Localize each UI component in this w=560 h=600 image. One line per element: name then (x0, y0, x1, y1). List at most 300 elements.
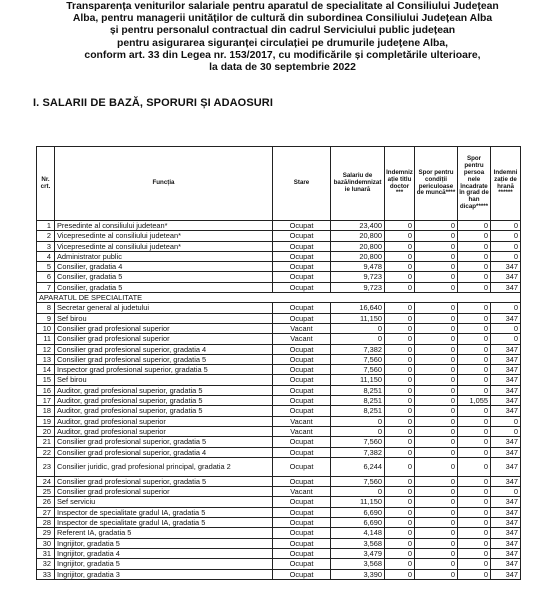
cell-handicap: 0 (458, 538, 491, 548)
cell-stare: Vacant (273, 416, 331, 426)
cell-nr: 4 (37, 251, 55, 261)
table-row (37, 548, 521, 558)
cell-nr: 9 (37, 313, 55, 323)
cell-doctor: 0 (385, 507, 415, 517)
cell-stare: Ocupat (273, 559, 331, 569)
cell-hrana: 347 (491, 507, 521, 517)
table-row (37, 406, 521, 416)
cell-salariu: 6,690 (331, 518, 385, 528)
cell-handicap: 0 (458, 375, 491, 385)
cell-doctor: 0 (385, 528, 415, 538)
cell-doctor: 0 (385, 538, 415, 548)
cell-hrana: 347 (491, 528, 521, 538)
cell-functia: Administrator public (55, 251, 273, 261)
cell-handicap: 0 (458, 476, 491, 486)
cell-handicap: 0 (458, 507, 491, 517)
cell-conditii: 0 (415, 476, 458, 486)
cell-hrana: 0 (491, 303, 521, 313)
cell-conditii: 0 (415, 375, 458, 385)
table-row (37, 241, 521, 251)
cell-salariu: 0 (331, 334, 385, 344)
cell-stare: Ocupat (273, 447, 331, 457)
cell-hrana: 347 (491, 375, 521, 385)
cell-nr: 18 (37, 406, 55, 416)
cell-conditii: 0 (415, 323, 458, 333)
cell-nr: 23 (37, 457, 55, 476)
cell-doctor: 0 (385, 559, 415, 569)
cell-stare: Ocupat (273, 344, 331, 354)
cell-conditii: 0 (415, 437, 458, 447)
cell-stare: Ocupat (273, 497, 331, 507)
header-nr: Nr. crt. (37, 147, 55, 221)
cell-functia: Consilier grad profesional superior, gradatia 5 (55, 437, 273, 447)
cell-functia: Presedinte al consiliului judetean* (55, 221, 273, 231)
table-row (37, 282, 521, 292)
cell-hrana: 347 (491, 476, 521, 486)
cell-conditii: 0 (415, 385, 458, 395)
cell-nr: 24 (37, 476, 55, 486)
cell-doctor: 0 (385, 313, 415, 323)
table-row (37, 396, 521, 406)
cell-doctor: 0 (385, 396, 415, 406)
cell-conditii: 0 (415, 313, 458, 323)
cell-functia: Sef serviciu (55, 497, 273, 507)
cell-functia: Consilier, gradatia 4 (55, 262, 273, 272)
cell-stare: Ocupat (273, 538, 331, 548)
cell-functia: Consilier grad profesional superior, gradatia 4 (55, 447, 273, 457)
cell-salariu: 11,150 (331, 313, 385, 323)
cell-handicap: 0 (458, 303, 491, 313)
section-title: I. SALARII DE BAZĂ, SPORURI ȘI ADAOSURI (33, 97, 274, 109)
cell-functia: Auditor, grad profesional superior (55, 416, 273, 426)
cell-conditii: 0 (415, 251, 458, 261)
cell-stare: Ocupat (273, 241, 331, 251)
cell-handicap: 0 (458, 313, 491, 323)
table-row (37, 354, 521, 364)
cell-nr: 29 (37, 528, 55, 538)
cell-salariu: 9,723 (331, 272, 385, 282)
cell-handicap: 1,055 (458, 396, 491, 406)
table-row (37, 385, 521, 395)
cell-doctor: 0 (385, 231, 415, 241)
cell-functia: Consilier grad profesional superior, gradatia 5 (55, 354, 273, 364)
header-indemnizatie-hrana: Indemni zație de hrană ****** (491, 147, 521, 221)
cell-hrana: 347 (491, 406, 521, 416)
cell-handicap: 0 (458, 457, 491, 476)
table-row (37, 476, 521, 486)
cell-functia: Ingrijitor, gradatia 4 (55, 548, 273, 558)
cell-functia: Consilier, gradatia 5 (55, 272, 273, 282)
cell-nr: 27 (37, 507, 55, 517)
cell-conditii: 0 (415, 303, 458, 313)
title-line: și pentru personalul contractual din cadrul Serviciului public județean (109, 25, 456, 37)
cell-hrana: 347 (491, 396, 521, 406)
cell-conditii: 0 (415, 231, 458, 241)
cell-stare: Ocupat (273, 303, 331, 313)
cell-nr: 8 (37, 303, 55, 313)
cell-stare: Ocupat (273, 272, 331, 282)
cell-salariu: 8,251 (331, 385, 385, 395)
cell-nr: 21 (37, 437, 55, 447)
cell-nr: 10 (37, 323, 55, 333)
cell-conditii: 0 (415, 221, 458, 231)
cell-stare: Ocupat (273, 437, 331, 447)
header-functia: Funcția (55, 147, 273, 221)
cell-stare: Ocupat (273, 231, 331, 241)
cell-doctor: 0 (385, 548, 415, 558)
cell-handicap: 0 (458, 365, 491, 375)
title-line: Transparența veniturilor salariale pentru aparatul de specialitate al Consiliului Județean (66, 1, 499, 12)
cell-salariu: 6,690 (331, 507, 385, 517)
cell-handicap: 0 (458, 334, 491, 344)
section-label: APARATUL DE SPECIALITATE (37, 293, 521, 303)
cell-stare: Vacant (273, 334, 331, 344)
cell-functia: Auditor, grad profesional superior, gradatia 5 (55, 396, 273, 406)
cell-doctor: 0 (385, 241, 415, 251)
cell-doctor: 0 (385, 569, 415, 579)
cell-nr: 25 (37, 487, 55, 497)
header-stare: Stare (273, 147, 331, 221)
table-row (37, 313, 521, 323)
cell-handicap: 0 (458, 518, 491, 528)
cell-conditii: 0 (415, 406, 458, 416)
cell-functia: Consilier juridic, grad profesional principal, gradatia 2 (55, 457, 273, 476)
table-row (37, 569, 521, 579)
cell-functia: Ingrijitor, gradatia 3 (55, 569, 273, 579)
cell-stare: Ocupat (273, 457, 331, 476)
cell-nr: 13 (37, 354, 55, 364)
cell-conditii: 0 (415, 559, 458, 569)
cell-doctor: 0 (385, 487, 415, 497)
cell-salariu: 8,251 (331, 406, 385, 416)
cell-doctor: 0 (385, 426, 415, 436)
table-row (37, 447, 521, 457)
cell-nr: 31 (37, 548, 55, 558)
cell-functia: Auditor, grad profesional superior, gradatia 5 (55, 385, 273, 395)
cell-doctor: 0 (385, 251, 415, 261)
cell-salariu: 8,251 (331, 396, 385, 406)
table-row (37, 497, 521, 507)
cell-doctor: 0 (385, 303, 415, 313)
cell-stare: Vacant (273, 487, 331, 497)
cell-conditii: 0 (415, 548, 458, 558)
table-row (37, 323, 521, 333)
cell-hrana: 347 (491, 497, 521, 507)
table-row (37, 334, 521, 344)
cell-salariu: 3,568 (331, 559, 385, 569)
cell-nr: 19 (37, 416, 55, 426)
cell-functia: Consilier grad profesional superior, gradatia 5 (55, 476, 273, 486)
cell-nr: 33 (37, 569, 55, 579)
cell-nr: 7 (37, 282, 55, 292)
table-row (37, 426, 521, 436)
cell-hrana: 347 (491, 385, 521, 395)
table-row (37, 559, 521, 569)
table-row (37, 231, 521, 241)
cell-stare: Vacant (273, 323, 331, 333)
cell-conditii: 0 (415, 447, 458, 457)
title-line: pentru asigurarea siguranței circulației pe drumurile județene Alba, (116, 37, 449, 49)
table-row (37, 251, 521, 261)
cell-conditii: 0 (415, 507, 458, 517)
table-header-row (37, 147, 521, 221)
cell-salariu: 0 (331, 323, 385, 333)
cell-functia: Inspector de specialitate gradul IA, gradatia 5 (55, 518, 273, 528)
cell-nr: 20 (37, 426, 55, 436)
cell-doctor: 0 (385, 447, 415, 457)
cell-nr: 6 (37, 272, 55, 282)
cell-nr: 5 (37, 262, 55, 272)
cell-conditii: 0 (415, 354, 458, 364)
cell-conditii: 0 (415, 344, 458, 354)
cell-functia: Vicepresedinte al consiliului judetean* (55, 231, 273, 241)
cell-doctor: 0 (385, 416, 415, 426)
cell-handicap: 0 (458, 447, 491, 457)
cell-stare: Vacant (273, 426, 331, 436)
cell-handicap: 0 (458, 282, 491, 292)
cell-handicap: 0 (458, 241, 491, 251)
cell-stare: Ocupat (273, 375, 331, 385)
cell-functia: Auditor, grad profesional superior, gradatia 5 (55, 406, 273, 416)
cell-salariu: 20,800 (331, 231, 385, 241)
cell-handicap: 0 (458, 487, 491, 497)
table-row (37, 416, 521, 426)
cell-stare: Ocupat (273, 476, 331, 486)
cell-nr: 12 (37, 344, 55, 354)
cell-salariu: 7,560 (331, 437, 385, 447)
table-row (37, 437, 521, 447)
cell-salariu: 3,479 (331, 548, 385, 558)
cell-hrana: 347 (491, 313, 521, 323)
cell-handicap: 0 (458, 272, 491, 282)
cell-doctor: 0 (385, 375, 415, 385)
cell-conditii: 0 (415, 538, 458, 548)
cell-conditii: 0 (415, 497, 458, 507)
title-line: la data de 30 septembrie 2022 (209, 62, 356, 74)
cell-salariu: 11,150 (331, 497, 385, 507)
cell-hrana: 347 (491, 272, 521, 282)
cell-stare: Ocupat (273, 282, 331, 292)
cell-nr: 11 (37, 334, 55, 344)
cell-stare: Ocupat (273, 365, 331, 375)
table-row (37, 538, 521, 548)
cell-conditii: 0 (415, 334, 458, 344)
cell-handicap: 0 (458, 251, 491, 261)
cell-doctor: 0 (385, 457, 415, 476)
cell-handicap: 0 (458, 426, 491, 436)
cell-nr: 32 (37, 559, 55, 569)
table-row (37, 375, 521, 385)
cell-salariu: 11,150 (331, 375, 385, 385)
cell-functia: Consilier grad profesional superior, gradatia 4 (55, 344, 273, 354)
cell-stare: Ocupat (273, 385, 331, 395)
cell-conditii: 0 (415, 282, 458, 292)
cell-doctor: 0 (385, 406, 415, 416)
cell-functia: Inspector grad profesional superior, gradatia 5 (55, 365, 273, 375)
cell-conditii: 0 (415, 241, 458, 251)
cell-hrana: 347 (491, 354, 521, 364)
cell-functia: Ingrijitor, gradatia 5 (55, 538, 273, 548)
cell-doctor: 0 (385, 476, 415, 486)
cell-nr: 17 (37, 396, 55, 406)
cell-conditii: 0 (415, 457, 458, 476)
cell-salariu: 7,560 (331, 354, 385, 364)
cell-stare: Ocupat (273, 406, 331, 416)
cell-doctor: 0 (385, 282, 415, 292)
cell-hrana: 0 (491, 426, 521, 436)
cell-salariu: 0 (331, 416, 385, 426)
cell-handicap: 0 (458, 354, 491, 364)
cell-stare: Ocupat (273, 528, 331, 538)
cell-hrana: 347 (491, 569, 521, 579)
cell-doctor: 0 (385, 365, 415, 375)
cell-hrana: 347 (491, 365, 521, 375)
cell-stare: Ocupat (273, 518, 331, 528)
table-row (37, 262, 521, 272)
cell-handicap: 0 (458, 323, 491, 333)
cell-salariu: 6,244 (331, 457, 385, 476)
cell-conditii: 0 (415, 518, 458, 528)
cell-nr: 22 (37, 447, 55, 457)
cell-salariu: 3,568 (331, 538, 385, 548)
cell-salariu: 20,800 (331, 251, 385, 261)
table-row (37, 221, 521, 231)
cell-stare: Ocupat (273, 569, 331, 579)
cell-stare: Ocupat (273, 507, 331, 517)
cell-nr: 16 (37, 385, 55, 395)
cell-functia: Secretar general al judetului (55, 303, 273, 313)
section-row (37, 293, 521, 303)
cell-functia: Consilier grad profesional superior (55, 323, 273, 333)
cell-handicap: 0 (458, 406, 491, 416)
cell-handicap: 0 (458, 497, 491, 507)
document-title (20, 1, 545, 74)
cell-nr: 26 (37, 497, 55, 507)
table-row (37, 344, 521, 354)
table-row (37, 272, 521, 282)
cell-salariu: 0 (331, 487, 385, 497)
cell-salariu: 23,400 (331, 221, 385, 231)
cell-doctor: 0 (385, 385, 415, 395)
cell-salariu: 7,382 (331, 344, 385, 354)
cell-functia: Auditor, grad profesional superior (55, 426, 273, 436)
cell-stare: Ocupat (273, 548, 331, 558)
cell-doctor: 0 (385, 334, 415, 344)
cell-nr: 14 (37, 365, 55, 375)
cell-salariu: 7,382 (331, 447, 385, 457)
cell-nr: 3 (37, 241, 55, 251)
cell-conditii: 0 (415, 365, 458, 375)
cell-handicap: 0 (458, 416, 491, 426)
cell-stare: Ocupat (273, 313, 331, 323)
cell-handicap: 0 (458, 221, 491, 231)
cell-functia: Consilier grad profesional superior (55, 487, 273, 497)
cell-conditii: 0 (415, 528, 458, 538)
cell-conditii: 0 (415, 416, 458, 426)
cell-salariu: 4,148 (331, 528, 385, 538)
cell-hrana: 347 (491, 518, 521, 528)
cell-doctor: 0 (385, 221, 415, 231)
header-spor-handicap: Spor pentru persoa nele încadrate în grad de han dicap***** (458, 147, 491, 221)
cell-hrana: 0 (491, 487, 521, 497)
cell-hrana: 347 (491, 559, 521, 569)
cell-functia: Sef birou (55, 313, 273, 323)
cell-handicap: 0 (458, 344, 491, 354)
cell-conditii: 0 (415, 262, 458, 272)
cell-hrana: 0 (491, 241, 521, 251)
cell-salariu: 16,640 (331, 303, 385, 313)
cell-functia: Inspector de specialitate gradul IA, gradatia 5 (55, 507, 273, 517)
cell-doctor: 0 (385, 344, 415, 354)
cell-doctor: 0 (385, 262, 415, 272)
cell-conditii: 0 (415, 569, 458, 579)
cell-stare: Ocupat (273, 251, 331, 261)
cell-doctor: 0 (385, 354, 415, 364)
cell-handicap: 0 (458, 569, 491, 579)
header-salariu: Salariu de bază/indemnizat ie lunară (331, 147, 385, 221)
cell-doctor: 0 (385, 437, 415, 447)
cell-doctor: 0 (385, 272, 415, 282)
header-spor-conditii: Spor pentru condiții periculoase de muncă**** (415, 147, 458, 221)
cell-hrana: 347 (491, 548, 521, 558)
cell-salariu: 7,560 (331, 476, 385, 486)
cell-salariu: 7,560 (331, 365, 385, 375)
cell-nr: 30 (37, 538, 55, 548)
cell-functia: Consilier, gradatia 5 (55, 282, 273, 292)
table-row (37, 457, 521, 476)
cell-handicap: 0 (458, 559, 491, 569)
cell-hrana: 347 (491, 538, 521, 548)
cell-conditii: 0 (415, 487, 458, 497)
cell-nr: 2 (37, 231, 55, 241)
cell-conditii: 0 (415, 396, 458, 406)
cell-salariu: 0 (331, 426, 385, 436)
header-indemnizatie-doctor: Indemniz ație titlu doctor *** (385, 147, 415, 221)
cell-hrana: 0 (491, 416, 521, 426)
cell-stare: Ocupat (273, 221, 331, 231)
cell-nr: 15 (37, 375, 55, 385)
cell-handicap: 0 (458, 548, 491, 558)
cell-salariu: 9,478 (331, 262, 385, 272)
cell-salariu: 9,723 (331, 282, 385, 292)
table-row (37, 303, 521, 313)
cell-doctor: 0 (385, 323, 415, 333)
cell-nr: 1 (37, 221, 55, 231)
cell-handicap: 0 (458, 231, 491, 241)
table-row (37, 507, 521, 517)
cell-handicap: 0 (458, 528, 491, 538)
table-row (37, 528, 521, 538)
cell-handicap: 0 (458, 437, 491, 447)
cell-doctor: 0 (385, 497, 415, 507)
cell-nr: 28 (37, 518, 55, 528)
table-row (37, 518, 521, 528)
cell-conditii: 0 (415, 272, 458, 282)
cell-functia: Vicepresedinte al consiliului judetean* (55, 241, 273, 251)
cell-hrana: 0 (491, 251, 521, 261)
cell-conditii: 0 (415, 426, 458, 436)
cell-salariu: 3,390 (331, 569, 385, 579)
cell-stare: Ocupat (273, 396, 331, 406)
cell-stare: Ocupat (273, 354, 331, 364)
salary-table (36, 146, 521, 580)
table-row (37, 365, 521, 375)
cell-handicap: 0 (458, 385, 491, 395)
cell-hrana: 347 (491, 344, 521, 354)
cell-handicap: 0 (458, 262, 491, 272)
cell-hrana: 0 (491, 323, 521, 333)
table-row (37, 487, 521, 497)
